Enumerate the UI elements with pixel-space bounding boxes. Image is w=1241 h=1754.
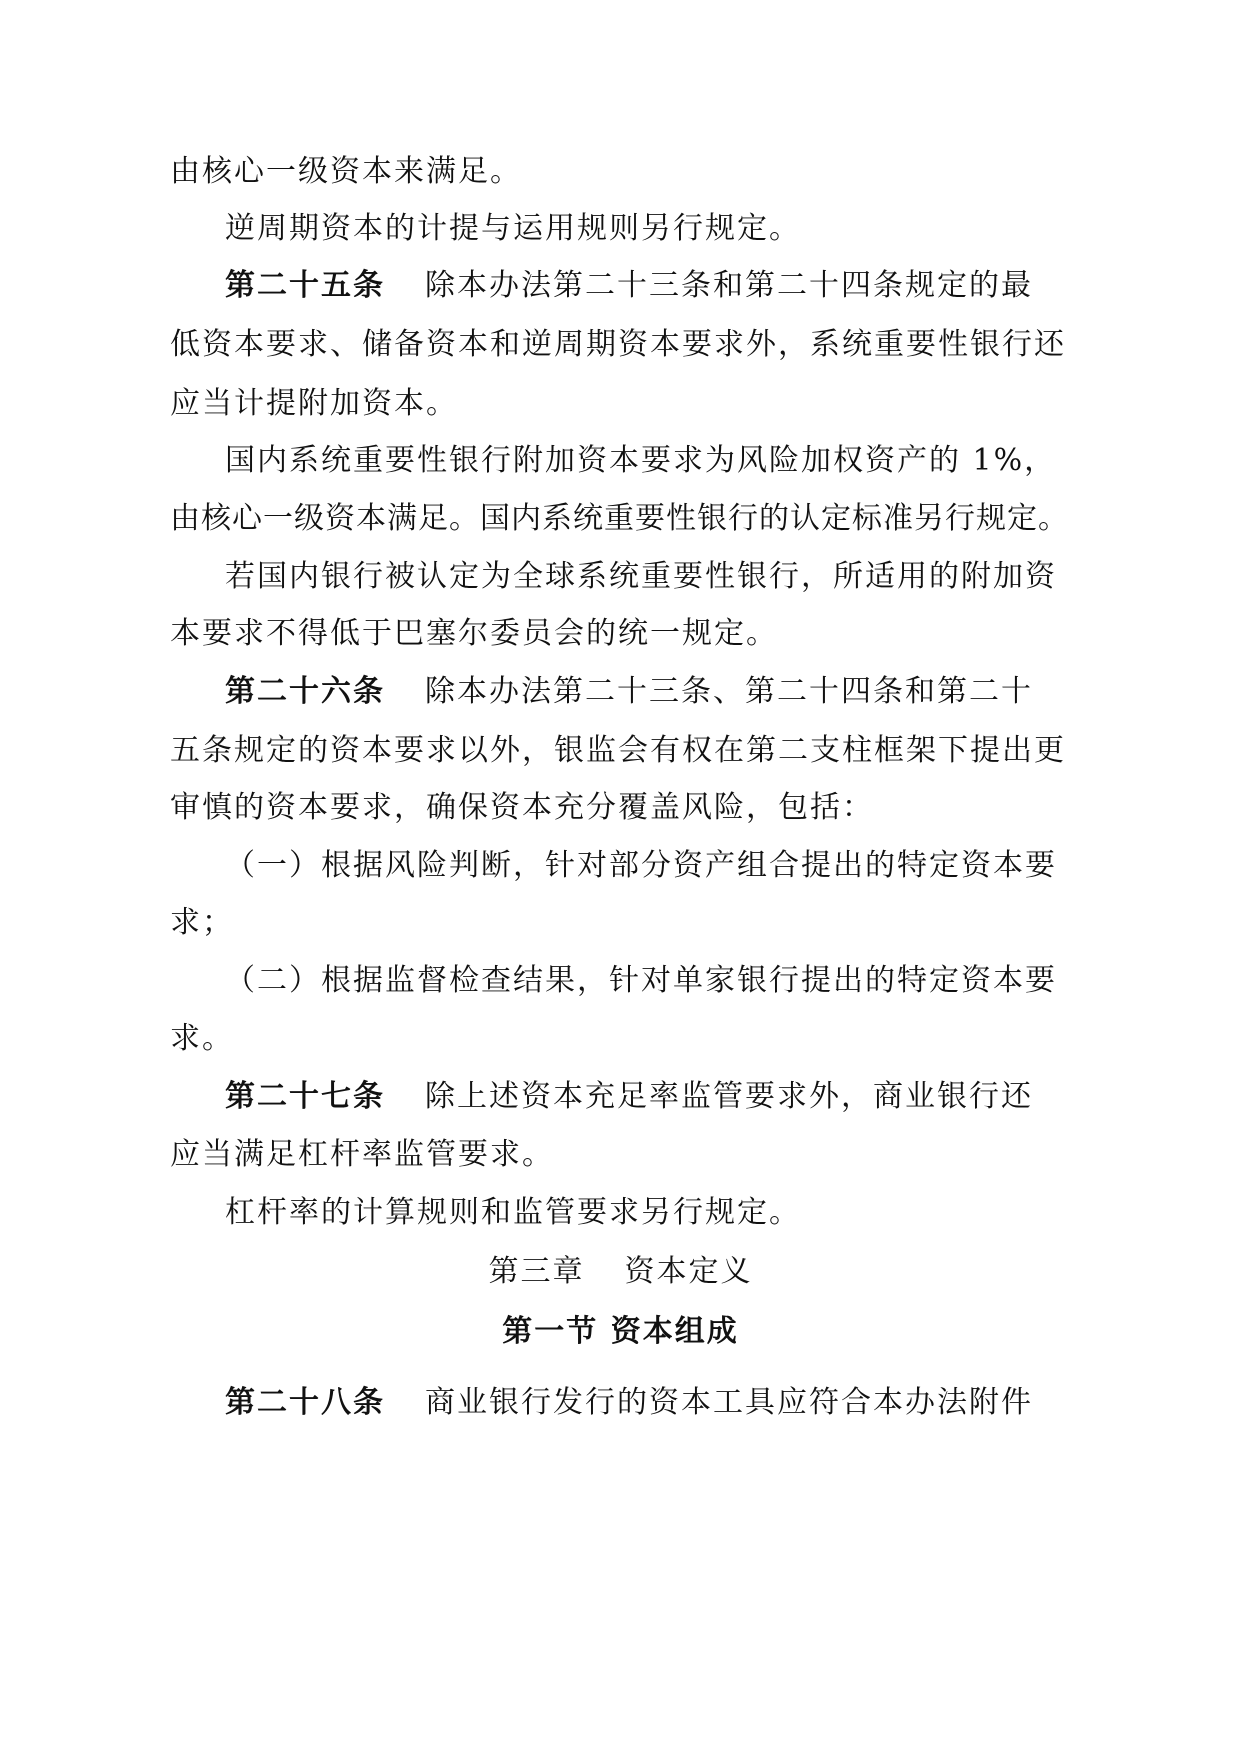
- section-heading: 第一节 资本组成: [502, 1314, 739, 1349]
- text-line: 审慎的资本要求，确保资本充分覆盖风险，包括：: [170, 790, 874, 825]
- text-line: 商业银行发行的资本工具应符合本办法附件: [425, 1385, 1033, 1420]
- list-item: （二）根据监督检查结果，针对单家银行提出的特定资本要: [225, 963, 1057, 998]
- text-line: 由核心一级资本满足。国内系统重要性银行的认定标准另行规定。: [170, 501, 1069, 536]
- article-heading: 第二十五条: [225, 268, 385, 303]
- text-line: 除本办法第二十三条和第二十四条规定的最: [425, 268, 1033, 303]
- text-line: 本要求不得低于巴塞尔委员会的统一规定。: [170, 616, 778, 651]
- text-line: 求；: [170, 905, 234, 940]
- chapter-title: 资本定义: [624, 1254, 753, 1289]
- text-line: 应当满足杠杆率监管要求。: [170, 1137, 554, 1172]
- chapter-number: 第三章: [488, 1254, 585, 1289]
- list-item: （一）根据风险判断，针对部分资产组合提出的特定资本要: [225, 848, 1057, 883]
- text-line: 逆周期资本的计提与运用规则另行规定。: [225, 211, 801, 246]
- article-heading: 第二十六条: [225, 674, 385, 709]
- article-paragraph-25: [225, 266, 1033, 306]
- text-line: 求。: [170, 1021, 234, 1056]
- text-line: 应当计提附加资本。: [170, 386, 458, 421]
- article-paragraph-27: [225, 1077, 1033, 1117]
- text-line: 五条规定的资本要求以外，银监会有权在第二支柱框架下提出更: [170, 733, 1066, 768]
- article-heading: 第二十七条: [225, 1079, 385, 1114]
- article-heading: 第二十八条: [225, 1385, 385, 1420]
- text-line: 若国内银行被认定为全球系统重要性银行，所适用的附加资: [225, 559, 1057, 594]
- article-paragraph-26: [225, 672, 1033, 712]
- text-line: 低资本要求、储备资本和逆周期资本要求外，系统重要性银行还: [170, 327, 1066, 362]
- chapter-heading: [0, 1252, 1241, 1292]
- text-line: 国内系统重要性银行附加资本要求为风险加权资产的 1%，: [225, 443, 1057, 478]
- text-line: 除本办法第二十三条、第二十四条和第二十: [425, 674, 1033, 709]
- text-line: 由核心一级资本来满足。: [170, 154, 522, 189]
- article-paragraph-28: [225, 1383, 1033, 1423]
- text-line: 除上述资本充足率监管要求外，商业银行还: [425, 1079, 1033, 1114]
- text-line: 杠杆率的计算规则和监管要求另行规定。: [225, 1195, 801, 1230]
